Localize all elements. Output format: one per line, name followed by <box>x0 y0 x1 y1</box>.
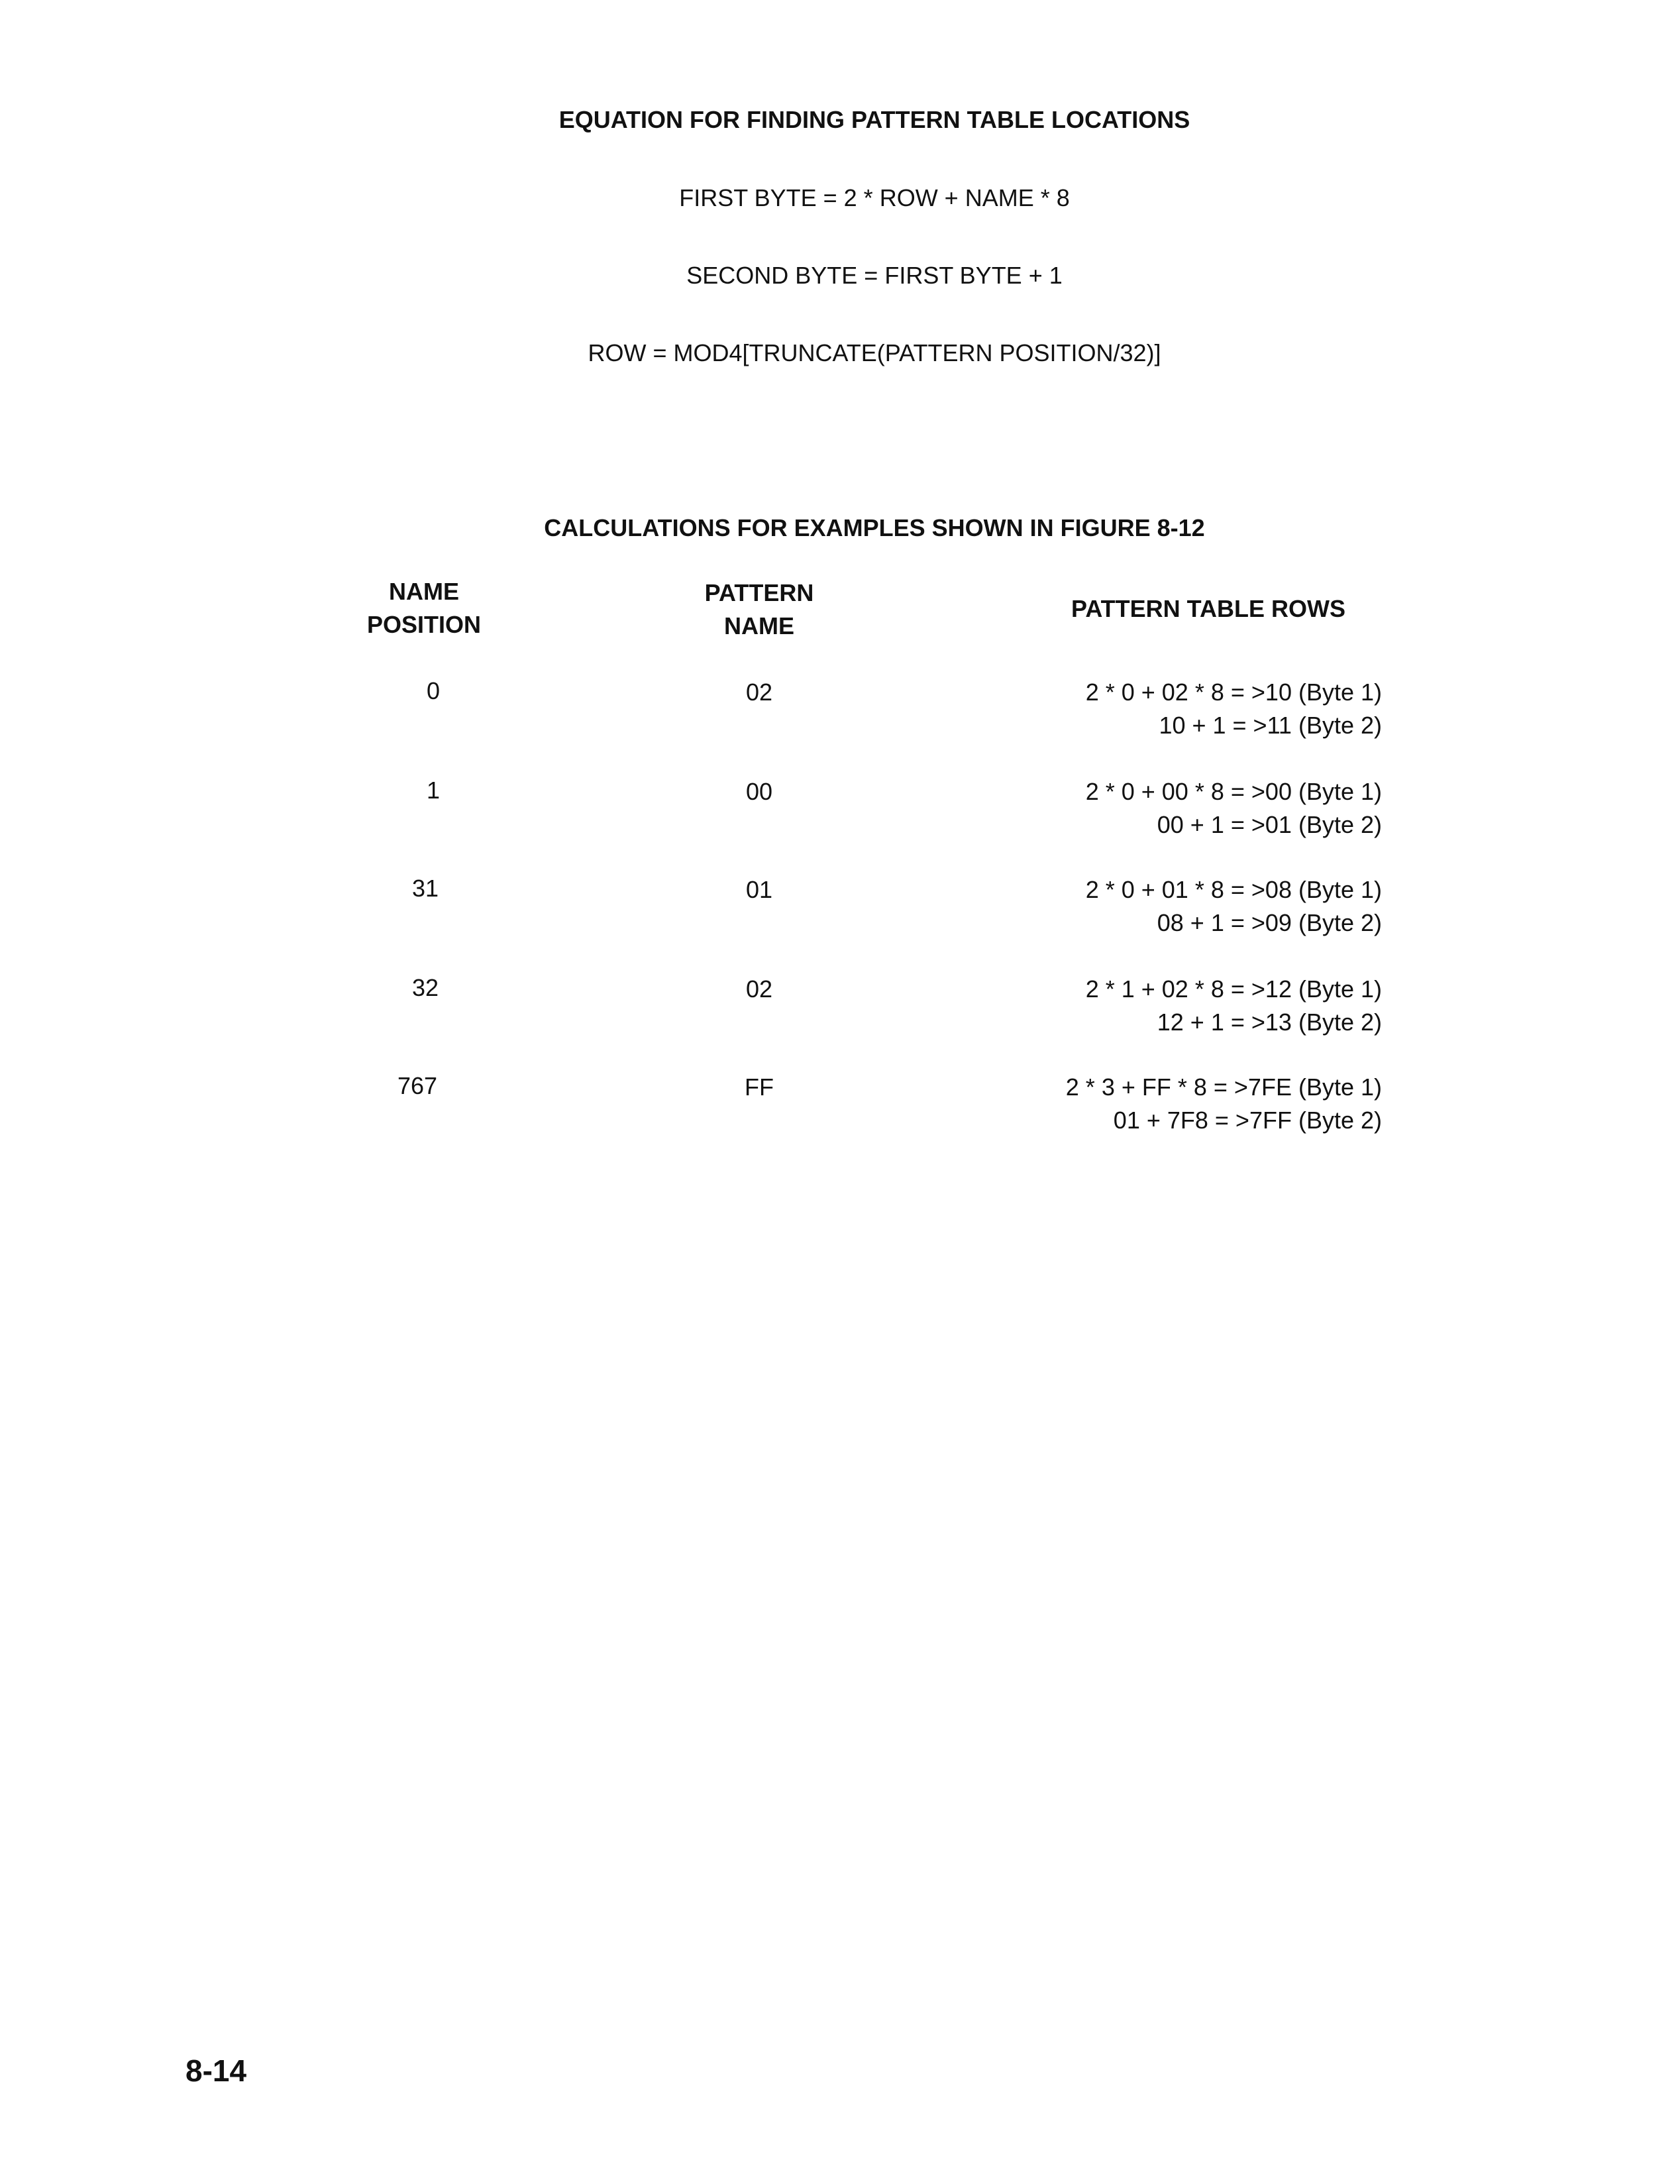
equation-first-byte: FIRST BYTE = 2 * ROW + NAME * 8 <box>679 184 1070 211</box>
row-position: 767 <box>397 1072 438 1099</box>
row-byte1-calc: 2 * 0 + 00 * 8 = >00 (Byte 1) <box>1085 778 1382 805</box>
header-pattern-name-line2: NAME <box>724 612 794 639</box>
row-pattern-name: 02 <box>745 975 773 1003</box>
header-name-position-line1: NAME <box>389 578 459 605</box>
row-byte2-calc: 10 + 1 = >11 (Byte 2) <box>1159 712 1382 739</box>
equation-second-byte: SECOND BYTE = FIRST BYTE + 1 <box>686 262 1063 289</box>
row-byte2-calc: 12 + 1 = >13 (Byte 2) <box>1157 1009 1382 1036</box>
row-byte1-calc: 2 * 0 + 02 * 8 = >10 (Byte 1) <box>1085 679 1382 706</box>
row-position: 31 <box>411 875 439 902</box>
row-byte1-calc: 2 * 3 + FF * 8 = >7FE (Byte 1) <box>1065 1073 1382 1101</box>
equation-row: ROW = MOD4[TRUNCATE(PATTERN POSITION/32)] <box>588 339 1161 366</box>
row-byte2-calc: 01 + 7F8 = >7FF (Byte 2) <box>1113 1107 1382 1134</box>
page-number: 8-14 <box>185 2053 247 2088</box>
header-name-position <box>367 575 481 641</box>
equation-title: EQUATION FOR FINDING PATTERN TABLE LOCATIONS <box>558 106 1190 133</box>
row-byte2-calc: 00 + 1 = >01 (Byte 2) <box>1157 811 1382 838</box>
calculations-title: CALCULATIONS FOR EXAMPLES SHOWN IN FIGURE 8-12 <box>544 514 1205 541</box>
row-pattern-name: FF <box>745 1073 774 1101</box>
header-pattern-table-rows: PATTERN TABLE ROWS <box>1071 595 1345 622</box>
row-pattern-name: 02 <box>745 679 773 706</box>
row-pattern-name: 00 <box>745 778 773 805</box>
row-pattern-name: 01 <box>745 876 773 903</box>
row-byte1-calc: 2 * 1 + 02 * 8 = >12 (Byte 1) <box>1085 975 1382 1003</box>
row-byte2-calc: 08 + 1 = >09 (Byte 2) <box>1157 909 1382 936</box>
header-pattern-name <box>705 576 814 643</box>
row-position: 0 <box>426 677 441 704</box>
header-pattern-name-line1: PATTERN <box>704 579 814 606</box>
row-position: 1 <box>426 777 441 804</box>
header-name-position-line2: POSITION <box>366 611 482 638</box>
row-byte1-calc: 2 * 0 + 01 * 8 = >08 (Byte 1) <box>1085 876 1382 903</box>
row-position: 32 <box>411 974 439 1001</box>
